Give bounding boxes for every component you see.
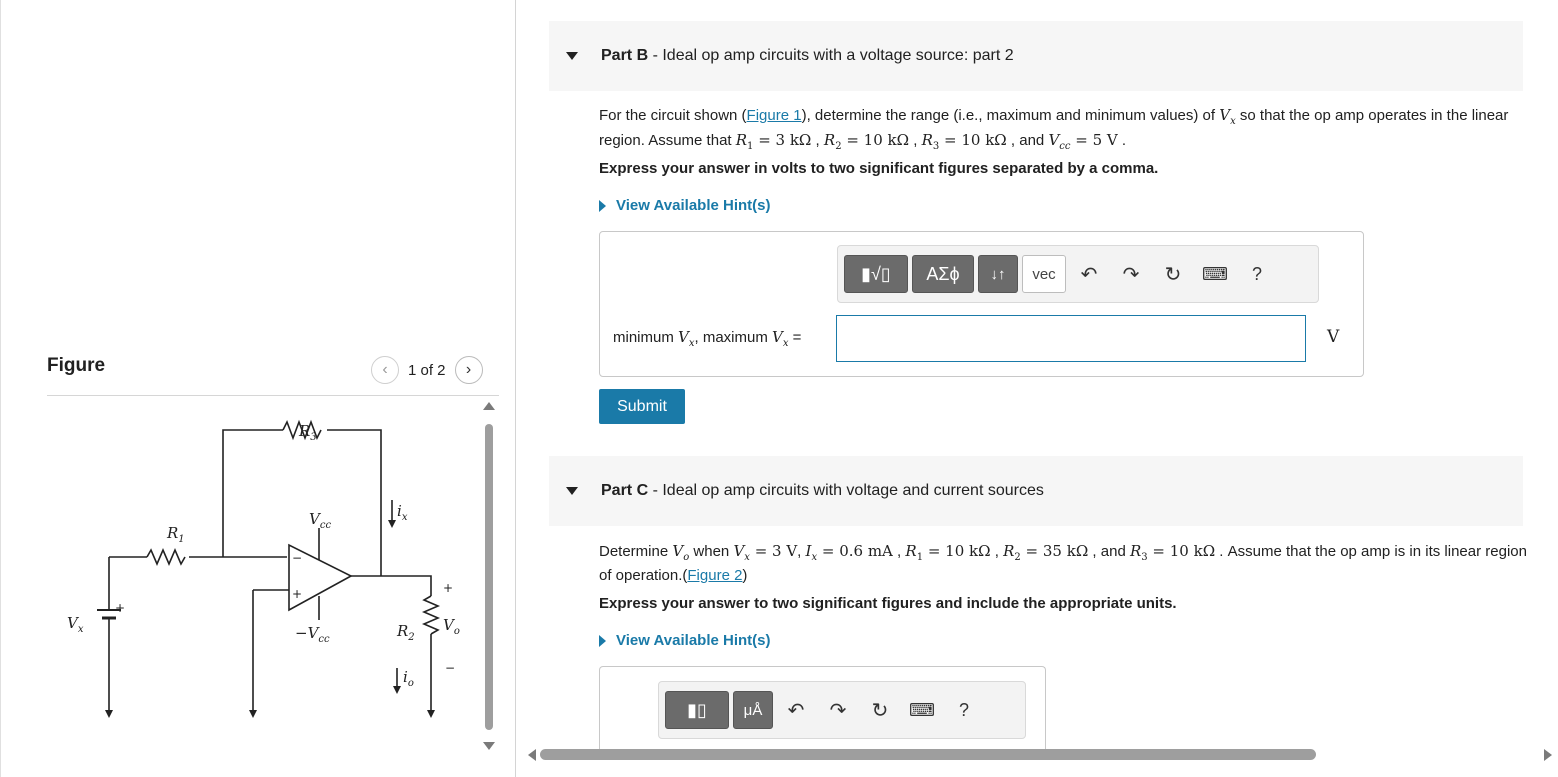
undo-icon: ↶ bbox=[1080, 263, 1098, 286]
keyboard-icon: ⌨ bbox=[1202, 263, 1228, 284]
ground-arrow-icon bbox=[105, 710, 113, 718]
arrows-icon: ↓↑ bbox=[990, 265, 1006, 283]
part-c-question: Determine $V_o$ when $V_x = 3$ V, $I_x = 0.6$ mA , $R_1 = 10$ kΩ , $R_2 = 35$ kΩ , and $R_3 = 10$ kΩ . Assume that the op amp is in its linear region of operation.(Figure 2) bbox=[599, 542, 1527, 584]
part-c-header[interactable] bbox=[549, 456, 1523, 526]
horizontal-scrollbar[interactable] bbox=[516, 745, 1558, 763]
opamp-minus-sign: − bbox=[292, 551, 303, 565]
vo-minus-sign: − bbox=[445, 661, 456, 675]
templates-icon: ▮▯ bbox=[687, 699, 707, 720]
help-button[interactable] bbox=[1238, 255, 1276, 293]
templates-icon: ▮√▯ bbox=[861, 263, 891, 284]
reset-button[interactable] bbox=[861, 691, 899, 729]
figure-vertical-scrollbar[interactable] bbox=[483, 402, 495, 750]
scroll-thumb[interactable] bbox=[540, 749, 1316, 760]
scroll-thumb[interactable] bbox=[485, 424, 493, 730]
keyboard-button[interactable] bbox=[903, 691, 941, 729]
templates-button[interactable] bbox=[844, 255, 908, 293]
part-b-instruction: Express your answer in volts to two significant figures separated by a comma. bbox=[599, 160, 1159, 177]
answer-input[interactable] bbox=[836, 315, 1306, 362]
vo-label: $V_o$ bbox=[443, 616, 460, 637]
scroll-left-icon[interactable] bbox=[528, 749, 536, 761]
redo-icon: ↷ bbox=[829, 699, 847, 722]
scroll-down-icon[interactable] bbox=[483, 742, 495, 750]
keyboard-icon: ⌨ bbox=[909, 699, 935, 720]
help-button[interactable] bbox=[945, 691, 983, 729]
chevron-left-icon: ‹ bbox=[382, 361, 388, 378]
part-b-header[interactable] bbox=[549, 21, 1523, 91]
part-b-math-toolbar bbox=[837, 245, 1319, 303]
undo-icon: ↶ bbox=[787, 699, 805, 722]
vx-label: $V_x$ bbox=[67, 614, 84, 635]
vector-button[interactable] bbox=[1022, 255, 1066, 293]
caret-right-icon bbox=[599, 635, 606, 647]
vec-icon: vec bbox=[1032, 265, 1056, 283]
arrows-button[interactable] bbox=[978, 255, 1018, 293]
caret-down-icon bbox=[566, 487, 578, 495]
redo-button[interactable] bbox=[819, 691, 857, 729]
figure-pager bbox=[371, 356, 483, 384]
vx-plus-sign: + bbox=[115, 601, 126, 615]
r1-label: $R_1$ bbox=[167, 524, 185, 545]
keyboard-button[interactable] bbox=[1196, 255, 1234, 293]
scroll-right-icon[interactable] bbox=[1544, 749, 1552, 761]
submit-button[interactable]: Submit bbox=[599, 389, 685, 424]
answer-unit: V bbox=[1327, 327, 1340, 347]
answer-label: minimum $V_x$, maximum $V_x$ = bbox=[613, 328, 802, 349]
ix-label: $i_x$ bbox=[397, 502, 408, 523]
undo-button[interactable] bbox=[1070, 255, 1108, 293]
units-icon: μÅ bbox=[743, 701, 763, 719]
figure-title: Figure bbox=[47, 355, 106, 376]
r3-label: $R_3$ bbox=[299, 422, 317, 443]
reset-icon: ↻ bbox=[1164, 263, 1182, 286]
help-icon: ? bbox=[958, 699, 969, 720]
arrow-down-icon bbox=[393, 686, 401, 694]
circuit-diagram bbox=[47, 400, 467, 740]
redo-button[interactable] bbox=[1112, 255, 1150, 293]
greek-icon: ΑΣϕ bbox=[926, 263, 960, 284]
part-c-instruction: Express your answer to two significant figures and include the appropriate units. bbox=[599, 595, 1177, 612]
redo-icon: ↷ bbox=[1122, 263, 1140, 286]
figure-divider bbox=[47, 395, 499, 396]
figure-pane bbox=[0, 0, 516, 777]
next-figure-button[interactable] bbox=[455, 356, 483, 384]
vcc-neg-label: $-V_{cc}$ bbox=[295, 624, 330, 645]
scroll-up-icon[interactable] bbox=[483, 402, 495, 410]
part-b-question: For the circuit shown (Figure 1), determine the range (i.e., maximum and minimum values) of $V_x$ so that the op amp operates in the linear region. Assume that $R_1 = 3$ kΩ , $R_2 = 10$ kΩ , $R_3 = 10$ kΩ , and $V_{cc} = 5$ V . bbox=[599, 106, 1509, 152]
templates-button[interactable] bbox=[665, 691, 729, 729]
prev-figure-button[interactable] bbox=[371, 356, 399, 384]
part-c-hint-toggle[interactable]: View Available Hint(s) bbox=[599, 632, 771, 649]
chevron-right-icon: › bbox=[465, 361, 472, 378]
io-label: $i_o$ bbox=[403, 668, 414, 689]
arrow-down-icon bbox=[388, 520, 396, 528]
undo-button[interactable] bbox=[777, 691, 815, 729]
r2-resistor bbox=[424, 596, 438, 634]
caret-right-icon bbox=[599, 200, 606, 212]
r2-label: $R_2$ bbox=[397, 622, 415, 643]
help-icon: ? bbox=[1251, 263, 1262, 284]
part-c-answer-box bbox=[599, 666, 1046, 756]
figure-2-link[interactable]: Figure 2 bbox=[687, 567, 743, 584]
ground-arrow-icon bbox=[427, 710, 435, 718]
greek-letters-button[interactable] bbox=[912, 255, 974, 293]
vo-plus-sign: + bbox=[443, 581, 454, 595]
reset-icon: ↻ bbox=[871, 699, 889, 722]
figure-page-indicator: 1 of 2 bbox=[408, 361, 446, 379]
vcc-pos-label: $V_{cc}$ bbox=[309, 510, 332, 531]
figure-1-link[interactable]: Figure 1 bbox=[746, 107, 802, 124]
units-button[interactable] bbox=[733, 691, 773, 729]
r1-resistor bbox=[147, 550, 185, 564]
part-b-hint-toggle[interactable]: View Available Hint(s) bbox=[599, 197, 771, 214]
ground-arrow-icon bbox=[249, 710, 257, 718]
part-c-title: Part C - Ideal op amp circuits with voltage and current sources bbox=[601, 482, 1044, 499]
reset-button[interactable] bbox=[1154, 255, 1192, 293]
part-c-math-toolbar bbox=[658, 681, 1026, 739]
caret-down-icon bbox=[566, 52, 578, 60]
part-b-title: Part B - Ideal op amp circuits with a voltage source: part 2 bbox=[601, 47, 1014, 64]
opamp-plus-sign: + bbox=[292, 587, 303, 601]
